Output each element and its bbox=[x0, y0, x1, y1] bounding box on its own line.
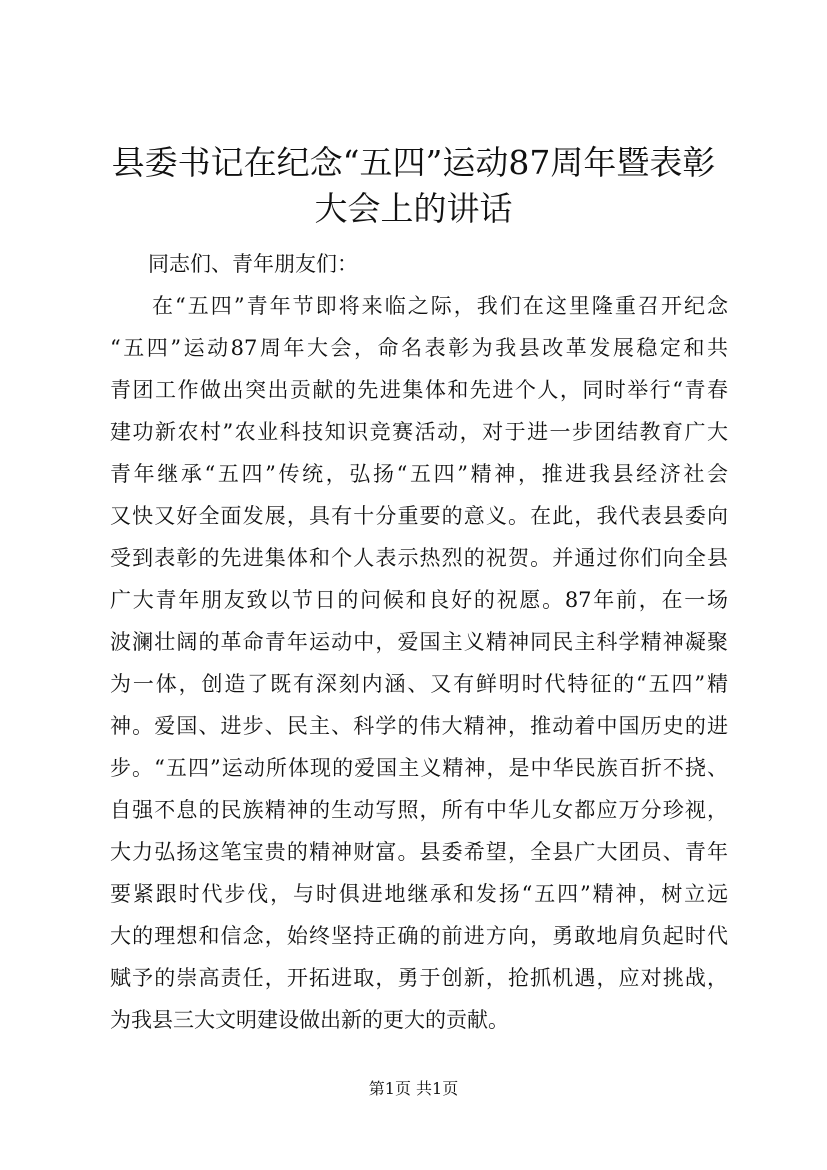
paragraph-line: 建功新农村”农业科技知识竞赛活动，对于进一步团结教育广大 bbox=[110, 420, 728, 444]
document-title bbox=[80, 140, 747, 232]
paragraph-line: 为我县三大文明建设做出新的更大的贡献。 bbox=[110, 1008, 509, 1032]
paragraph-line: 大力弘扬这笔宝贵的精神财富。县委希望，全县广大团员、青年 bbox=[110, 840, 728, 864]
paragraph-line: 在“五四”青年节即将来临之际，我们在这里隆重召开纪念 bbox=[152, 294, 728, 318]
paragraph-line: 步。“五四”运动所体现的爱国主义精神，是中华民族百折不挠、 bbox=[110, 756, 728, 780]
page-footer bbox=[0, 1079, 827, 1099]
paragraph-line: 广大青年朋友致以节日的问候和良好的祝愿。87年前，在一场 bbox=[110, 588, 728, 612]
paragraph-line: “五四”运动87周年大会，命名表彰为我县改革发展稳定和共 bbox=[110, 336, 728, 360]
speech-paragraph bbox=[110, 285, 728, 1041]
paragraph-line: 要紧跟时代步伐，与时俱进地继承和发扬“五四”精神，树立远 bbox=[110, 882, 728, 906]
salutation: 同志们、青年朋友们： bbox=[148, 252, 358, 276]
paragraph-line: 自强不息的民族精神的生动写照，所有中华儿女都应万分珍视， bbox=[110, 798, 728, 822]
paragraph-line: 大的理想和信念，始终坚持正确的前进方向，勇敢地肩负起时代 bbox=[110, 924, 728, 948]
paragraph-line: 受到表彰的先进集体和个人表示热烈的祝贺。并通过你们向全县 bbox=[110, 546, 728, 570]
paragraph-line: 青团工作做出突出贡献的先进集体和先进个人，同时举行“青春 bbox=[110, 378, 728, 402]
title-line-2: 大会上的讲话 bbox=[314, 189, 513, 228]
page-indicator: 第1页 共1页 bbox=[368, 1079, 459, 1098]
paragraph-line: 神。爱国、进步、民主、科学的伟大精神，推动着中国历史的进 bbox=[110, 714, 728, 738]
paragraph-line: 赋予的崇高责任，开拓进取，勇于创新，抢抓机遇，应对挑战， bbox=[110, 966, 728, 990]
paragraph-line: 波澜壮阔的革命青年运动中，爱国主义精神同民主科学精神凝聚 bbox=[110, 630, 728, 654]
title-line-1: 县委书记在纪念“五四”运动87周年暨表彰 bbox=[111, 143, 716, 182]
paragraph-line: 又快又好全面发展，具有十分重要的意义。在此，我代表县委向 bbox=[110, 504, 728, 528]
paragraph-line: 为一体，创造了既有深刻内涵、又有鲜明时代特征的“五四”精 bbox=[110, 672, 728, 696]
paragraph-line: 青年继承“五四”传统，弘扬“五四”精神，推进我县经济社会 bbox=[110, 462, 728, 486]
